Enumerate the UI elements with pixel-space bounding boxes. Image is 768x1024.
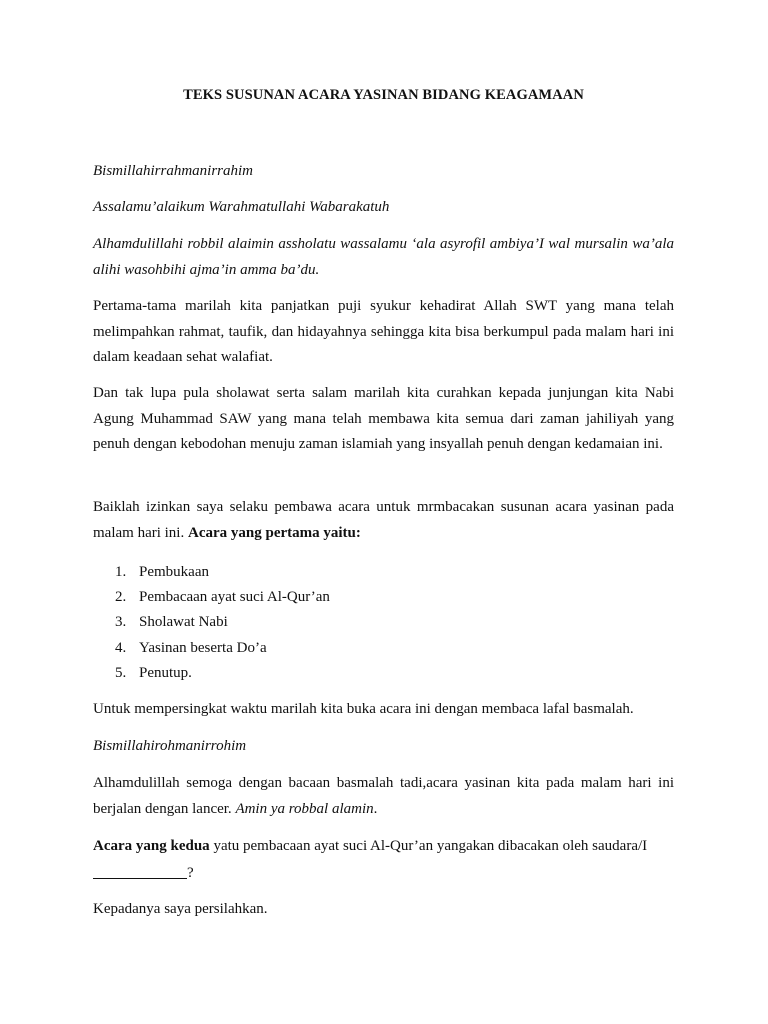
list-item-label: Yasinan beserta Do’a xyxy=(139,639,267,656)
name-blank-line xyxy=(93,862,187,879)
paragraph-closing: Kepadanya saya persilahkan. xyxy=(93,901,268,917)
list-number: 2. xyxy=(115,589,127,606)
list-item xyxy=(93,585,330,610)
list-number: 1. xyxy=(115,564,127,580)
alhamdulillah-text: Alhamdulillah semoga dengan bacaan basmalah tadi,acara yasinan kita pada malam hari ini berjalan dengan lancer. xyxy=(93,775,674,817)
alhamdulillah-end: . xyxy=(373,800,378,817)
list-item xyxy=(93,610,330,635)
list-item xyxy=(93,636,330,661)
list-item-label: Penutup. xyxy=(139,664,192,681)
greeting-salam: Assalamu’alaikum Warahmatullahi Wabarakatuh xyxy=(93,199,390,215)
basmalah-reading: Bismillahirohmanirrohim xyxy=(93,738,247,754)
blank-question-mark: ? xyxy=(187,864,194,881)
opening-prayer: Alhamdulillahi robbil alaimin assholatu wassalamu ‘ala asyrofil ambiya’I wal mursalin wa’ala alihi wasohbihi ajma’in amma ba’du. xyxy=(93,236,674,278)
paragraph-basmalah-invite: Untuk mempersingkat waktu marilah kita buka acara ini dengan membaca lafal basmalah. xyxy=(93,701,634,717)
greeting-basmalah: Bismillahirrahmanirrahim xyxy=(93,163,254,179)
list-number: 3. xyxy=(115,614,127,631)
agenda-list xyxy=(93,560,330,686)
second-agenda-text: yatu pembacaan ayat suci Al-Qur’an yangakan dibacakan oleh saudara/I xyxy=(209,838,648,854)
second-agenda-heading: Acara yang kedua xyxy=(93,838,210,854)
list-item-label: Pembukaan xyxy=(139,564,209,580)
list-item-label: Sholawat Nabi xyxy=(139,614,228,631)
paragraph-second-agenda xyxy=(93,834,674,886)
list-number: 4. xyxy=(115,639,127,656)
list-number: 5. xyxy=(115,664,127,681)
paragraph-gratitude: Pertama-tama marilah kita panjatkan puji syukur kehadirat Allah SWT yang mana telah melimpahkan rahmat, taufik, dan hidayahnya sehingga kita bisa berkumpul pada malam hari ini dalam keadaan sehat walafiat. xyxy=(93,298,674,365)
first-agenda-heading: Acara yang pertama yaitu: xyxy=(187,524,361,541)
document-title: TEKS SUSUNAN ACARA YASINAN BIDANG KEAGAMAAN xyxy=(183,87,584,103)
list-item xyxy=(93,661,330,686)
paragraph-introduction xyxy=(93,495,674,546)
list-item-label: Pembacaan ayat suci Al-Qur’an xyxy=(139,589,330,606)
list-item xyxy=(93,560,330,585)
amin-phrase: Amin ya robbal alamin xyxy=(235,800,374,817)
paragraph-alhamdulillah xyxy=(93,771,674,822)
paragraph-sholawat: Dan tak lupa pula sholawat serta salam marilah kita curahkan kepada junjungan kita Nabi Agung Muhammad SAW yang mana telah membawa kita semua dari zaman jahiliyah yang penuh dengan kebodohan menuju zaman islamiah yang insyallah penuh dengan kedamaian ini. xyxy=(93,385,674,452)
introduction-text: Baiklah izinkan saya selaku pembawa acara untuk mrmbacakan susunan acara yasinan pada malam hari ini. xyxy=(93,499,674,541)
